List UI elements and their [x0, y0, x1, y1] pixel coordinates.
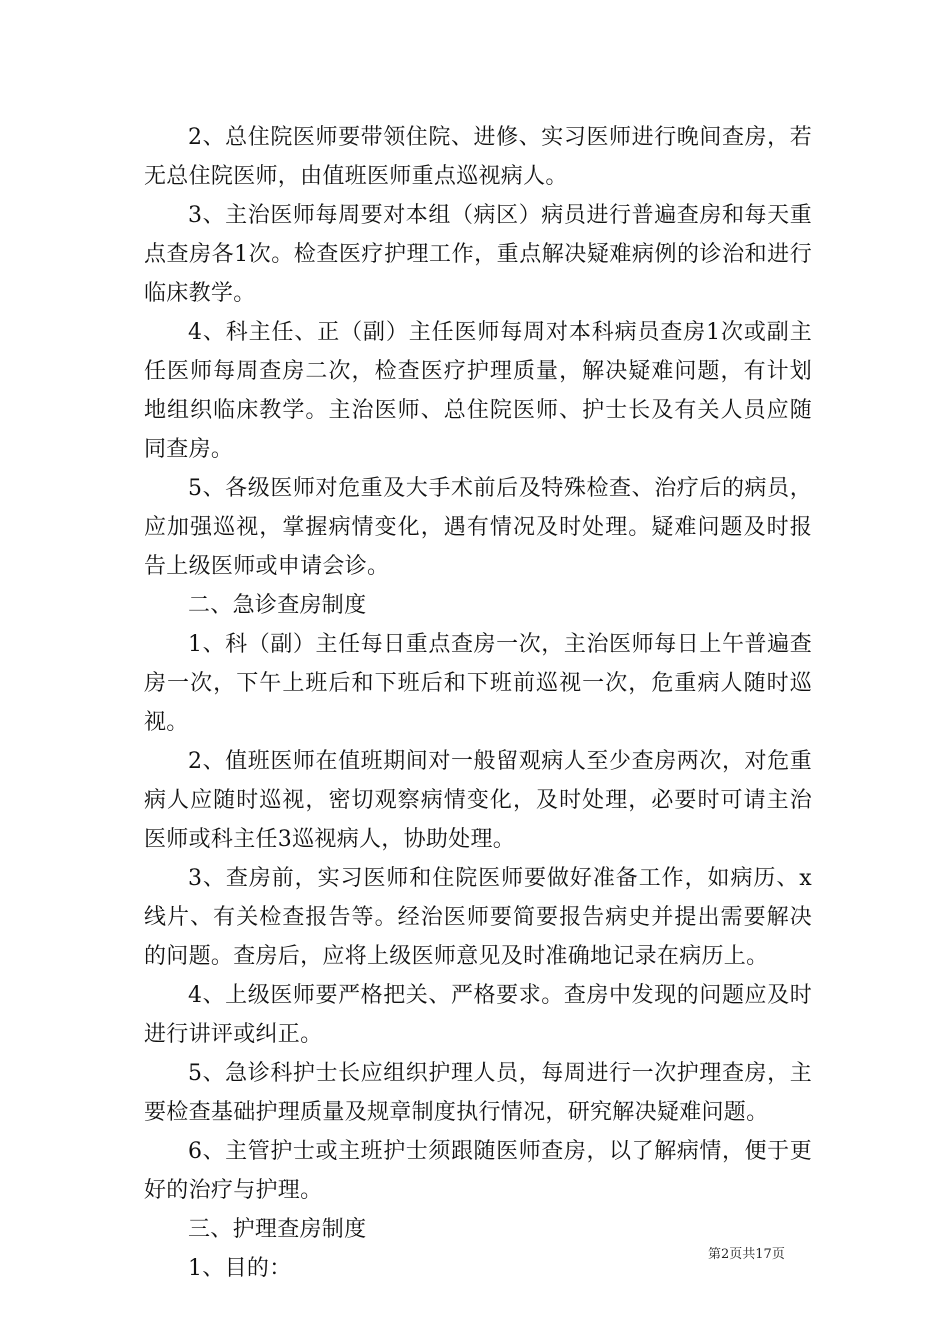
paragraph-11: 1、目的：	[188, 1256, 292, 1281]
page-number-footer: 第2页共17页	[708, 1247, 785, 1262]
paragraph-10: 6、主管护士或主班护士须跟随医师查房，以了解病情，便于更好的治疗与护理。	[144, 1139, 812, 1203]
paragraph-1: 2、总住院医师要带领住院、进修、实习医师进行晚间查房，若无总住院医师，由值班医师重点巡视病人。	[144, 125, 812, 189]
paragraph-7: 3、查房前，实习医师和住院医师要做好准备工作，如病历、x线片、有关检查报告等。经治医师要简要报告病史并提出需要解决的问题。查房后，应将上级医师意见及时准确地记录在病历上。	[144, 866, 812, 969]
paragraph-5: 1、科（副）主任每日重点查房一次，主治医师每日上午普遍查房一次，下午上班后和下班后和下班前巡视一次，危重病人随时巡视。	[144, 632, 812, 735]
paragraph-8: 4、上级医师要严格把关、严格要求。查房中发现的问题应及时进行讲评或纠正。	[144, 983, 812, 1047]
paragraph-6: 2、值班医师在值班期间对一般留观病人至少查房两次，对危重病人应随时巡视，密切观察病情变化，及时处理，必要时可请主治医师或科主任3巡视病人，协助处理。	[144, 749, 812, 852]
paragraph-9: 5、急诊科护士长应组织护理人员，每周进行一次护理查房，主要检查基础护理质量及规章制度执行情况，研究解决疑难问题。	[144, 1061, 812, 1125]
paragraph-2: 3、主治医师每周要对本组（病区）病员进行普遍查房和每天重点查房各1次。检查医疗护理工作，重点解决疑难病例的诊治和进行临床教学。	[144, 203, 812, 306]
paragraph-3: 4、科主任、正（副）主任医师每周对本科病员查房1次或副主任医师每周查房二次，检查医疗护理质量，解决疑难问题，有计划地组织临床教学。主治医师、总住院医师、护士长及有关人员应随同查房。	[144, 320, 812, 462]
section-heading-emergency-rounds: 二、急诊查房制度	[188, 593, 367, 618]
paragraph-4: 5、各级医师对危重及大手术前后及特殊检查、治疗后的病员，应加强巡视，掌握病情变化，遇有情况及时处理。疑难问题及时报告上级医师或申请会诊。	[144, 476, 812, 579]
section-heading-nursing-rounds: 三、护理查房制度	[188, 1217, 367, 1242]
document-body	[144, 118, 812, 1288]
